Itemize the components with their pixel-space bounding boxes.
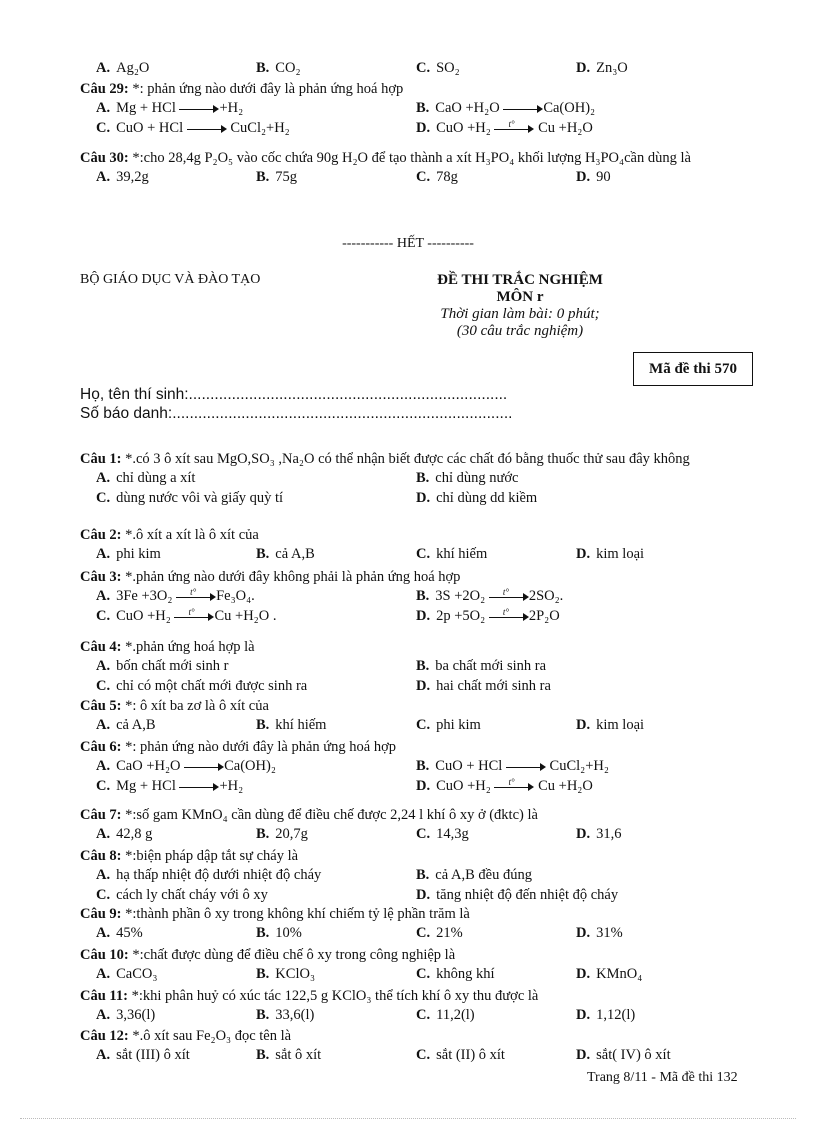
option-c: C. không khí <box>416 966 495 982</box>
option-c: C. SO₂ <box>416 60 460 76</box>
exam-header <box>420 272 620 340</box>
option-d: D. KMnO₄ <box>576 966 643 982</box>
option-a: A. 39,2g <box>96 169 149 185</box>
option-c: C. 21% <box>416 925 463 941</box>
option-c: C. khí hiếm <box>416 546 488 562</box>
option-a: A. bốn chất mới sinh r <box>96 658 229 674</box>
option-a: A. phi kim <box>96 546 161 562</box>
exam-title: ĐỀ THI TRẮC NGHIỆM <box>437 272 603 288</box>
option-d: D. Zn₃O <box>576 60 628 76</box>
option-a: A. Ag₂O <box>96 60 150 76</box>
ministry-name: BỘ GIÁO DỤC VÀ ĐÀO TẠO <box>80 272 261 287</box>
option-c: C. 78g <box>416 169 458 185</box>
reaction-arrow-icon <box>187 124 227 134</box>
question-2: Câu 2: *.ô xít a xít là ô xít của A. phi kim B. cả A,B C. khí hiếm D. kim loại <box>80 527 645 562</box>
option-a: A. cả A,B <box>96 717 156 733</box>
candidate-name-line: Họ, tên thí sinh:.......................................................................... <box>80 386 508 403</box>
exam-question-count: (30 câu trắc nghiệm) <box>456 323 584 339</box>
reaction-arrow-icon <box>506 762 546 772</box>
option-b: B. CO₂ <box>256 60 301 76</box>
option-c: C. 11,2(l) <box>416 1007 475 1023</box>
option-a: A. 42,8 g <box>96 826 153 842</box>
option-d: D. hai chất mới sinh ra <box>416 678 551 694</box>
option-d: D. sắt( IV) ô xít <box>576 1047 671 1063</box>
option-b: B. 20,7g <box>256 826 308 842</box>
question-8: Câu 8: *:biện pháp dập tắt sự cháy là A. hạ thấp nhiệt độ dưới nhiệt độ cháy B. cả A,B đều đúng C. cách ly chất cháy với ô xy D. tăng nhiệt độ đến nhiệt độ cháy <box>80 848 619 903</box>
option-c: C. cách ly chất cháy với ô xy <box>96 887 268 903</box>
option-b: B. 10% <box>256 925 302 941</box>
option-d: D. 2p +5O₂ t° 2P₂O <box>416 606 560 624</box>
option-c: C. sắt (II) ô xít <box>416 1047 505 1063</box>
heat-arrow-icon: t° <box>489 612 529 622</box>
option-b: B. cả A,B <box>256 546 315 562</box>
question-3: Câu 3: *.phản ứng nào dưới đây không phải là phản ứng hoá hợp A. 3Fe +3O₂ t° Fe₃O₄. B. 3S +2O₂ t° 2SO₂. C. CuO +H₂ t° Cu +H₂O . D. 2p +5O₂ t° 2P₂O <box>80 569 564 624</box>
option-a: A. 45% <box>96 925 143 941</box>
option-a: A. CaO +H₂O Ca(OH)₂ <box>96 758 276 774</box>
option-d: D. CuO +H₂ t° Cu +H₂O <box>416 118 593 136</box>
option-a: A. Mg + HCl +H₂ <box>96 100 244 116</box>
reaction-arrow-icon <box>179 782 219 792</box>
option-d: D. kim loại <box>576 717 645 733</box>
exam-subject: MÔN r <box>496 289 544 305</box>
question-6: Câu 6: *: phản ứng nào dưới đây là phản ứng hoá hợp A. CaO +H₂O Ca(OH)₂ B. CuO + HCl CuCl₂+H₂ C. Mg + HCl +H₂ D. CuO +H₂ t° Cu +H₂O <box>80 739 609 794</box>
option-b: B. ba chất mới sinh ra <box>416 658 547 674</box>
exam-code-box: Mã đề thi 570 <box>633 352 753 386</box>
question-29: Câu 29: *: phản ứng nào dưới đây là phản ứng hoá hợp A. Mg + HCl +H₂ B. CaO +H₂O Ca(OH)₂ C. CuO + HCl CuCl₂+H₂ D. CuO +H₂ t° Cu +H₂O <box>80 81 596 136</box>
question-28-options <box>80 58 750 78</box>
option-a: A. sắt (III) ô xít <box>96 1047 190 1063</box>
question-1: Câu 1: *.có 3 ô xít sau MgO,SO₃ ,Na₂O có thể nhận biết được các chất đó bằng thuốc thử sau đây không A. chỉ dùng a xít B. chỉ dùng nước C. dùng nước vôi và giấy quỳ tí D. chỉ dùng dd kiềm <box>80 451 690 506</box>
option-d: D. 31,6 <box>576 826 622 842</box>
option-b: B. 3S +2O₂ t° 2SO₂. <box>416 586 564 604</box>
option-a: A. CaCO₃ <box>96 966 158 982</box>
exam-time: Thời gian làm bài: 0 phút; <box>440 306 600 322</box>
option-c: C. 14,3g <box>416 826 469 842</box>
option-a: A. chỉ dùng a xít <box>96 470 196 486</box>
option-b: B. khí hiếm <box>256 717 327 733</box>
question-7: Câu 7: *:số gam KMnO₄ cần dùng để điều chế được 2,24 l khí ô xy ở (đktc) là A. 42,8 g B. 20,7g C. 14,3g D. 31,6 <box>80 807 622 842</box>
option-d: D. 90 <box>576 169 611 185</box>
option-b: B. cả A,B đều đúng <box>416 867 532 883</box>
option-b: B. 75g <box>256 169 298 185</box>
candidate-id-line: Số báo danh:............................................................................... <box>80 405 513 422</box>
heat-arrow-icon: t° <box>176 592 216 602</box>
option-b: B. sắt ô xít <box>256 1047 322 1063</box>
option-d: D. kim loại <box>576 546 645 562</box>
option-a: A. 3,36(l) <box>96 1007 156 1023</box>
option-d: D. 1,12(l) <box>576 1007 636 1023</box>
question-10: Câu 10: *:chất được dùng để điều chế ô xy trong công nghiệp là A. CaCO₃ B. KClO₃ C. không khí D. KMnO₄ <box>80 947 643 982</box>
option-a: A. 3Fe +3O₂ t° Fe₃O₄. <box>96 586 255 604</box>
option-b: B. KClO₃ <box>256 966 315 982</box>
question-9: Câu 9: *:thành phần ô xy trong không khí chiếm tỷ lệ phần trăm là A. 45% B. 10% C. 21% D. 31% <box>80 906 623 941</box>
option-b: B. CaO +H₂O Ca(OH)₂ <box>416 100 596 116</box>
page-footer: Trang 8/11 - Mã đề thi 132 <box>587 1070 738 1085</box>
page-divider <box>20 1118 796 1119</box>
question-11: Câu 11: *:khi phân huỷ có xúc tác 122,5 g KClO₃ thể tích khí ô xy thu được là A. 3,36(l) B. 33,6(l) C. 11,2(l) D. 1,12(l) <box>80 988 636 1023</box>
question-12: Câu 12: *.ô xít sau Fe₂O₃ đọc tên là A. sắt (III) ô xít B. sắt ô xít C. sắt (II) ô xít D. sắt( IV) ô xít <box>80 1028 671 1063</box>
question-30: Câu 30: *:cho 28,4g P₂O₅ vào cốc chứa 90g H₂O để tạo thành a xít H₃PO₄ khối lượng H₃PO₄cần dùng là A. 39,2g B. 75g C. 78g D. 90 <box>80 150 691 185</box>
option-d: D. tăng nhiệt độ đến nhiệt độ cháy <box>416 887 619 903</box>
heat-arrow-icon: t° <box>494 124 534 134</box>
question-4: Câu 4: *.phản ứng hoá hợp là A. bốn chất mới sinh r B. ba chất mới sinh ra C. chỉ có một chất mới được sinh ra D. hai chất mới sinh ra <box>80 639 551 694</box>
option-d: D. CuO +H₂ t° Cu +H₂O <box>416 776 593 794</box>
heat-arrow-icon: t° <box>489 592 529 602</box>
option-c: C. dùng nước vôi và giấy quỳ tí <box>96 490 284 506</box>
heat-arrow-icon: t° <box>174 612 214 622</box>
option-c: C. CuO + HCl CuCl₂+H₂ <box>96 120 290 136</box>
option-c: C. Mg + HCl +H₂ <box>96 778 244 794</box>
end-marker: ----------- HẾT ---------- <box>342 236 474 251</box>
option-c: C. CuO +H₂ t° Cu +H₂O . <box>96 606 277 624</box>
option-b: B. chỉ dùng nước <box>416 470 519 486</box>
reaction-arrow-icon <box>179 104 219 114</box>
question-5: Câu 5: *: ô xít ba zơ là ô xít của A. cả A,B B. khí hiếm C. phi kim D. kim loại <box>80 698 645 733</box>
heat-arrow-icon: t° <box>494 782 534 792</box>
option-c: C. chỉ có một chất mới được sinh ra <box>96 678 308 694</box>
option-c: C. phi kim <box>416 717 481 733</box>
reaction-arrow-icon <box>503 104 543 114</box>
option-b: B. 33,6(l) <box>256 1007 315 1023</box>
option-d: D. chỉ dùng dd kiềm <box>416 490 538 506</box>
option-a: A. hạ thấp nhiệt độ dưới nhiệt độ cháy <box>96 867 322 883</box>
reaction-arrow-icon <box>184 762 224 772</box>
option-d: D. 31% <box>576 925 623 941</box>
option-b: B. CuO + HCl CuCl₂+H₂ <box>416 758 609 774</box>
